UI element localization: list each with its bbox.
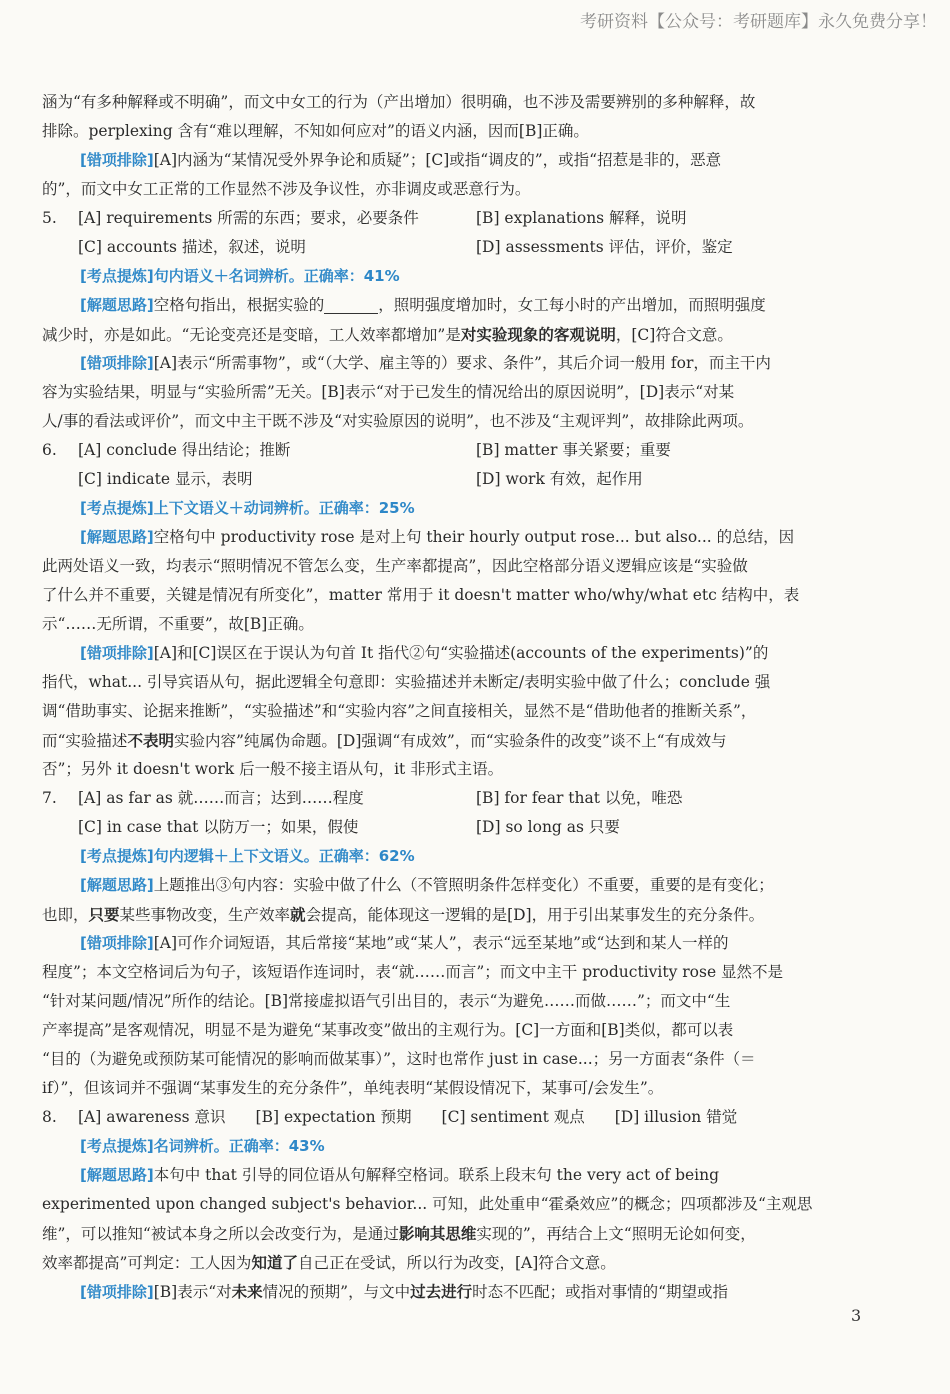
option-d: [D] illusion 错觉 bbox=[614, 1108, 738, 1126]
question-options bbox=[42, 784, 878, 813]
text-line: 调“借助事实、论据来推断”，“实验描述”和“实验内容”之间直接相关，显然不是“借助他者的推断关系”， bbox=[42, 702, 757, 720]
option-c: [C] in case that 以防万一；如果，假使 bbox=[78, 818, 359, 836]
text-line: 也即，只要某些事物改变，生产效率就会提高，能体现这一逻辑的是[D]，用于引出某事发生的充分条件。 bbox=[42, 905, 765, 924]
key-point: [考点提炼]上下文语义＋动词辨析。正确率：25% bbox=[80, 499, 415, 517]
option-b: [B] explanations 解释，说明 bbox=[476, 209, 687, 227]
error-analysis: [错项排除][A]表示“所需事物”，或“（大学、雇主等的）要求、条件”，其后介词一般用 for，而主干内 bbox=[80, 354, 771, 372]
text-line: if）”，但该词并不强调“某事发生的充分条件”，单纯表明“某假设情况下，某事可/会发生”。 bbox=[42, 1079, 664, 1097]
question-number: 5. bbox=[42, 209, 57, 227]
option-d: [D] so long as 只要 bbox=[476, 818, 620, 836]
option-c: [C] sentiment 观点 bbox=[441, 1108, 585, 1126]
section-tag: [考点提炼] bbox=[80, 847, 154, 865]
text-line: 效率都提高”可判定：工人因为知道了自己正在受试，所以行为改变，[A]符合文意。 bbox=[42, 1253, 616, 1272]
question-options bbox=[42, 1103, 878, 1132]
option-d: [D] work 有效，起作用 bbox=[476, 470, 643, 488]
error-analysis: [错项排除][A]和[C]误区在于误认为句首 It 指代②句“实验描述(accounts of the experiments)”的 bbox=[80, 644, 769, 662]
text-line: 了什么并不重要，关键是情况有所变化”，matter 常用于 it doesn't matter who/why/what etc 结构中，表 bbox=[42, 586, 800, 604]
question-options bbox=[42, 436, 878, 465]
question-options bbox=[42, 465, 878, 494]
solution-idea: [解题思路]上题推出③句内容：实验中做了什么（不管照明条件怎样变化）不重要，重要的是有变化； bbox=[80, 876, 774, 894]
error-analysis: [错项排除][A]可作介词短语，其后常接“某地”或“某人”，表示“远至某地”或“达到和某人一样的 bbox=[80, 934, 729, 952]
section-tag: [解题思路] bbox=[80, 296, 154, 314]
text-line: 指代，what... 引导宾语从句，据此逻辑全句意即：实验描述并未断定/表明实验中做了什么；conclude 强 bbox=[42, 673, 771, 691]
text-line: 人/事的看法或评价”，而文中主干既不涉及“对实验原因的说明”，也不涉及“主观评判”，故排除此两项。 bbox=[42, 412, 754, 430]
section-tag: [错项排除] bbox=[80, 644, 154, 662]
question-options bbox=[42, 204, 878, 233]
text-line: 否”；另外 it doesn't work 后一般不接主语从句，it 非形式主语。 bbox=[42, 760, 504, 778]
text-line: 容为实验结果，明显与“实验所需”无关。[B]表示“对于已发生的情况给出的原因说明”，[D]表示“对某 bbox=[42, 383, 735, 401]
key-point: [考点提炼]句内语义＋名词辨析。正确率：41% bbox=[80, 267, 400, 285]
text-line: 的”，而文中女工正常的工作显然不涉及争议性，亦非调皮或恶意行为。 bbox=[42, 180, 531, 198]
option-d: [D] assessments 评估，评价，鉴定 bbox=[476, 238, 733, 256]
text-line: “针对某问题/情况”所作的结论。[B]常接虚拟语气引出目的，表示“为避免……而做……”；而文中“生 bbox=[42, 992, 731, 1010]
solution-idea: [解题思路]空格句中 productivity rose 是对上句 their hourly output rose... but also... 的总结，因 bbox=[80, 528, 795, 546]
question-options bbox=[42, 813, 878, 842]
section-tag: [考点提炼] bbox=[80, 1137, 154, 1155]
solution-idea: [解题思路]本句中 that 引导的同位语从句解释空格词。联系上段末句 the very act of being bbox=[80, 1166, 720, 1184]
section-tag: [解题思路] bbox=[80, 528, 154, 546]
page-number: 3 bbox=[851, 1306, 862, 1325]
option-c: [C] indicate 显示，表明 bbox=[78, 470, 253, 488]
option-b: [B] for fear that 以免，唯恐 bbox=[476, 789, 683, 807]
document-body bbox=[42, 88, 878, 1306]
text-line: “目的（为避免或预防某可能情况的影响而做某事）”，这时也常作 just in case...；另一方面表“条件（＝ bbox=[42, 1050, 756, 1068]
section-tag: [考点提炼] bbox=[80, 499, 154, 517]
section-tag: [错项排除] bbox=[80, 1283, 154, 1301]
question-number: 6. bbox=[42, 441, 57, 459]
text-line: 程度”；本文空格词后为句子，该短语作连词时，表“就……而言”；而文中主干 productivity rose 显然不是 bbox=[42, 963, 784, 981]
text-line: 减少时，亦是如此。“无论变亮还是变暗，工人效率都增加”是对实验现象的客观说明，[C]符合文意。 bbox=[42, 325, 733, 344]
question-number: 8. bbox=[42, 1108, 57, 1126]
option-b: [B] matter 事关紧要；重要 bbox=[476, 441, 671, 459]
option-a: [A] requirements 所需的东西；要求，必要条件 bbox=[78, 209, 419, 227]
text-line: 产率提高”是客观情况，明显不是为避免“某事改变”做出的主观行为。[C]一方面和[B]类似，都可以表 bbox=[42, 1021, 734, 1039]
section-tag: [错项排除] bbox=[80, 151, 154, 169]
section-tag: [考点提炼] bbox=[80, 267, 154, 285]
section-tag: [解题思路] bbox=[80, 1166, 154, 1184]
watermark-text: 考研资料【公众号：考研题库】永久免费分享！ bbox=[580, 12, 937, 32]
solution-idea: [解题思路]空格句指出，根据实验的 ，照明强度增加时，女工每小时的产出增加，而照明强度 bbox=[80, 296, 766, 314]
section-tag: [错项排除] bbox=[80, 934, 154, 952]
question-number: 7. bbox=[42, 789, 57, 807]
option-a: [A] conclude 得出结论；推断 bbox=[78, 441, 291, 459]
answer-blank bbox=[324, 295, 378, 314]
text-line: 而“实验描述不表明实验内容”纯属伪命题。[D]强调“有成效”，而“实验条件的改变”谈不上“有成效与 bbox=[42, 731, 727, 750]
text-line: experimented upon changed subject's behavior... 可知，此处重申“霍桑效应”的概念；四项都涉及“主观思 bbox=[42, 1195, 813, 1213]
option-c: [C] accounts 描述，叙述，说明 bbox=[78, 238, 306, 256]
option-a: [A] as far as 就……而言；达到……程度 bbox=[78, 789, 364, 807]
text-line: 此两处语义一致，均表示“照明情况不管怎么变，生产率都提高”，因此空格部分语义逻辑应该是“实验做 bbox=[42, 557, 748, 575]
question-options bbox=[42, 233, 878, 262]
section-tag: [解题思路] bbox=[80, 876, 154, 894]
text-line: 排除。perplexing 含有“难以理解，不知如何应对”的语义内涵，因而[B]正确。 bbox=[42, 122, 589, 140]
error-analysis: [错项排除][A]内涵为“某情况受外界争论和质疑”；[C]或指“调皮的”，或指“招惹是非的，恶意 bbox=[80, 151, 722, 169]
option-b: [B] expectation 预期 bbox=[255, 1108, 412, 1126]
text-line: 涵为“有多种解释或不明确”，而文中女工的行为（产出增加）很明确，也不涉及需要辨别的多种解释，故 bbox=[42, 93, 756, 111]
key-point: [考点提炼]句内逻辑＋上下文语义。正确率：62% bbox=[80, 847, 415, 865]
text-line: 示“……无所谓，不重要”，故[B]正确。 bbox=[42, 615, 314, 633]
key-point: [考点提炼]名词辨析。正确率：43% bbox=[80, 1137, 325, 1155]
text-line: 维”，可以推知“被试本身之所以会改变行为，是通过影响其思维实现的”，再结合上文“照明无论如何变， bbox=[42, 1224, 756, 1243]
section-tag: [错项排除] bbox=[80, 354, 154, 372]
option-a: [A] awareness 意识 bbox=[78, 1108, 226, 1126]
error-analysis: [错项排除][B]表示“对未来情况的预期”，与文中过去进行时态不匹配；或指对事情的“期望或指 bbox=[80, 1282, 729, 1301]
